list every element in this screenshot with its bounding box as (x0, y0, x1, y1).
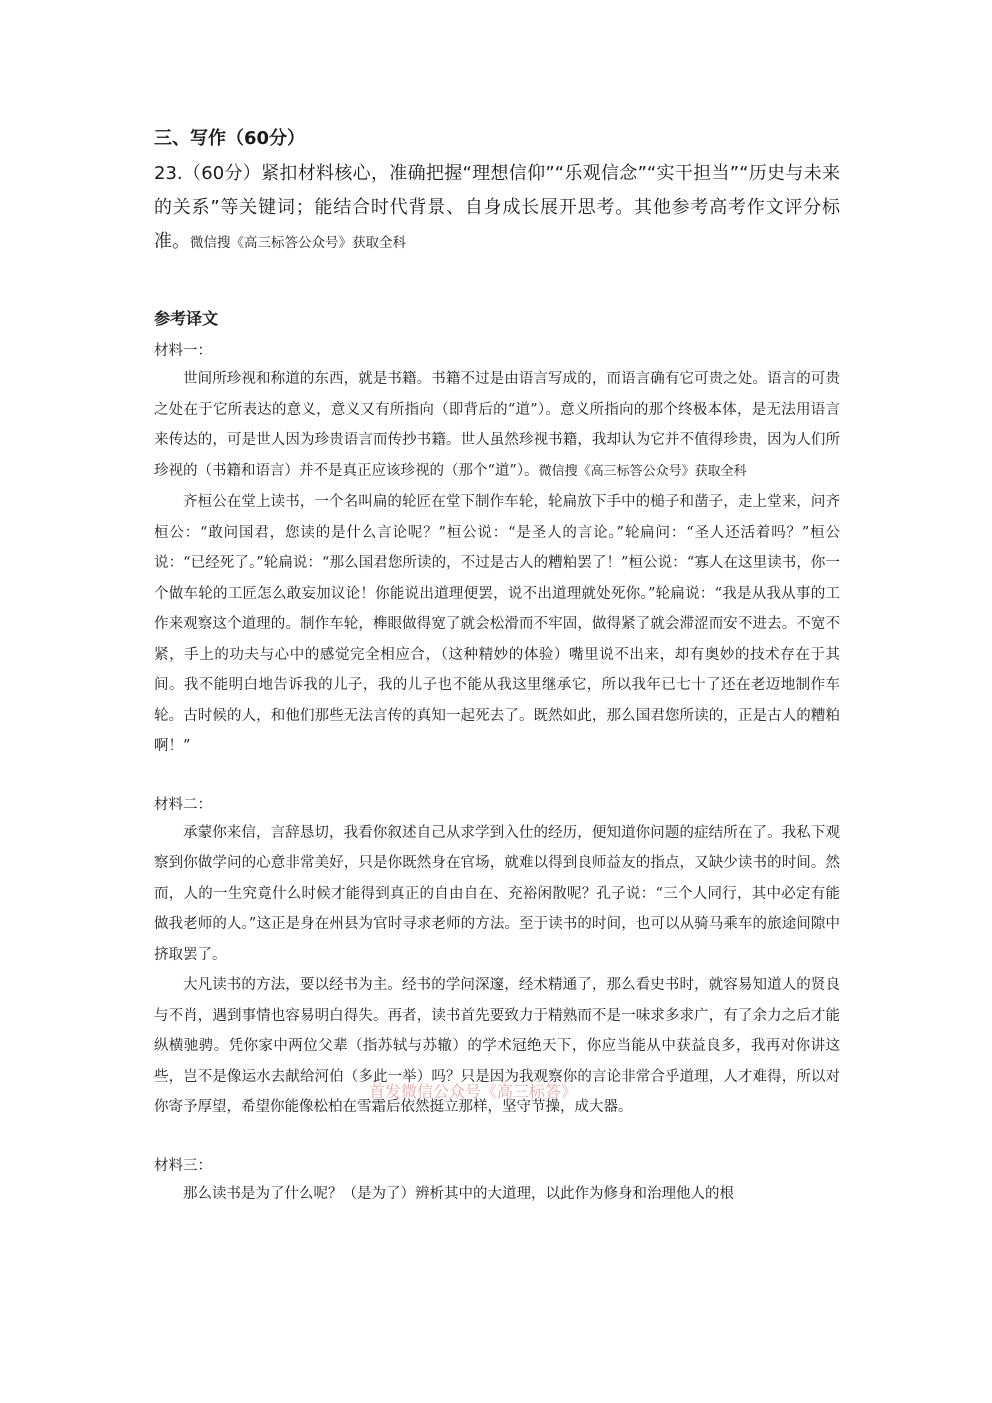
material-2-paragraph-2: 大凡读书的方法，要以经书为主。经书的学问深邃，经术精通了，那么看史书时，就容易知道人的贤良与不肖，遇到事情也容易明白得失。再者，读书首先要致力于精熟而不是一味求多求广，有了余力之后才能纵横驰骋。凭你家中两位父辈（指苏轼与苏辙）的学术冠绝天下，你应当能从中获益良多，我再对你讲这些，岂不是像运水去献给河伯（多此一举）吗？只是因为我观察你的言论非常合乎道理，人才难得，所以对你寄予厚望，希望你能像松柏在雪霜后依然挺立那样，坚守节操，成大器。 (154, 977, 840, 1115)
material-1-paragraph-1 (154, 364, 840, 487)
spacer (154, 1123, 840, 1153)
material-2-label: 材料二： (154, 796, 212, 813)
question-23-note: 微信搜《高三标答公众号》获取全科 (190, 235, 406, 251)
section-title: 三、写作（60分） (154, 128, 306, 149)
material-1-paragraph-1-text: 世间所珍视和称道的东西，就是书籍。书籍不过是由语言写成的，而语言确有它可贵之处。语言的可贵之处在于它所表达的意义，意义又有所指向（即背后的“道”）。意义所指向的那个终极本体，是无法用语言来传达的，可是世人因为珍贵语言而传抄书籍。世人虽然珍视书籍，我却认为它并不值得珍贵，因为人们所珍视的（书籍和语言）并不是真正应该珍视的（那个“道”）。 (154, 371, 840, 479)
spacer (154, 762, 840, 792)
reference-title: 参考译文 (154, 309, 219, 328)
material-3-label: 材料三： (154, 1157, 212, 1174)
material-1-paragraph-1-note: 微信搜《高三标答公众号》获取全科 (538, 463, 747, 479)
question-23-text: 23.（60分）紧扣材料核心，准确把握“理想信仰”“乐观信念”“实干担当”“历史与未来的关系”等关键词；能结合时代背景、自身成长展开思考。其他参考高考作文评分标准。 (154, 163, 840, 252)
material-1-label: 材料一： (154, 343, 212, 359)
watermark: 首发微信公众号《高三标答》 (369, 1082, 578, 1101)
material-2-paragraph-1: 承蒙你来信，言辞恳切，我看你叙述自己从求学到入仕的经历，便知道你问题的症结所在了。我私下观察到你做学问的心意非常美好，只是你既然身在官场，就难以得到良师益友的指点，又缺少读书的时间。然而，人的一生究竟什么时候才能得到真正的自由自在、充裕闲散呢？孔子说：“三个人同行，其中必定有能做我老师的人。”这正是身在州县为官时寻求老师的方法。至于读书的时间，也可以从骑马乘车的旅途间隙中挤取罢了。 (154, 824, 840, 963)
document-page (154, 125, 840, 1209)
question-23 (154, 157, 840, 260)
material-1-paragraph-2: 齐桓公在堂上读书，一个名叫扁的轮匠在堂下制作车轮，轮扁放下手中的槌子和凿子，走上堂来，问齐桓公：“敢问国君，您读的是什么言论呢？”桓公说：“是圣人的言论。”轮扁问：“圣人还活着吗？”桓公说：“已经死了。”轮扁说：“那么国君您所读的，不过是古人的糟粕罢了！”桓公说：“寡人在这里读书，你一个做车轮的工匠怎么敢妄加议论！你能说出道理便罢，说不出道理就处死你。”轮扁说：“我是从我从事的工作来观察这个道理的。制作车轮，榫眼做得宽了就会松滑而不牢固，做得紧了就会滞涩而安不进去。不宽不紧，手上的功夫与心中的感觉完全相应合，（这种精妙的体验）嘴里说不出来，却有奥妙的技术存在于其间。我不能明白地告诉我的儿子，我的儿子也不能从我这里继承它，所以我年已七十了还在老迈地制作车轮。古时候的人，和他们那些无法言传的真知一起死去了。既然如此，那么国君您所读的，正是古人的糟粕啊！” (154, 494, 840, 754)
material-3-paragraph-1: 那么读书是为了什么呢？（是为了）辨析其中的大道理，以此作为修身和治理他人的根 (183, 1185, 734, 1202)
